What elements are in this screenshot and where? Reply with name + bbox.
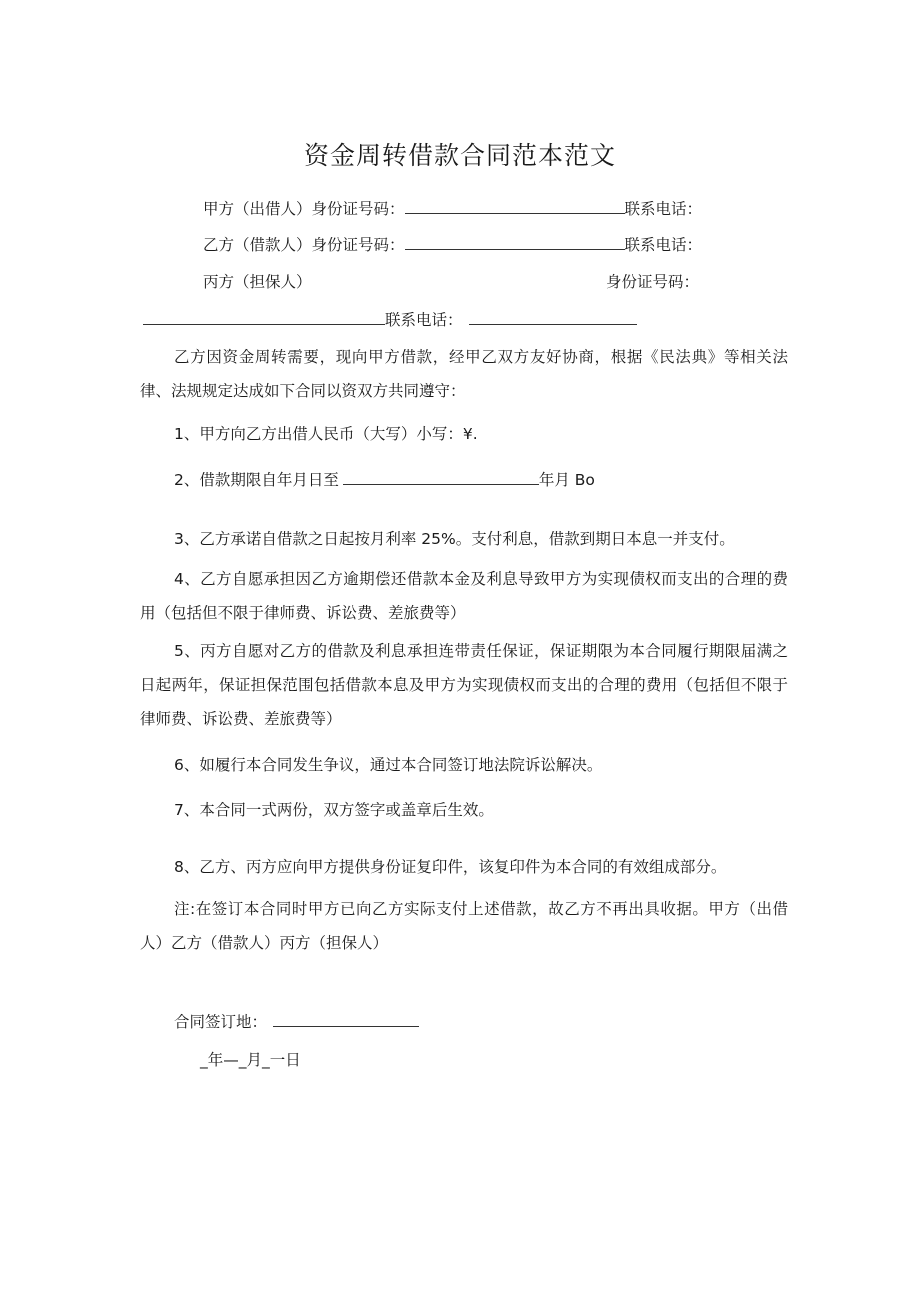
party-c-label: 丙方（担保人） xyxy=(203,273,312,291)
party-a-phone-label: 联系电话： xyxy=(624,200,703,218)
party-b-id-blank xyxy=(405,235,625,250)
party-b-line xyxy=(203,235,702,255)
party-a-line xyxy=(203,199,702,219)
note-paragraph: 注:在签订本合同时甲方已向乙方实际支付上述借款，故乙方不再出具收据。甲方（出借人）乙方（借款人）丙方（担保人） xyxy=(140,900,788,952)
party-c-phone-blank xyxy=(469,310,637,325)
clause-6: 6、如履行本合同发生争议，通过本合同签订地法院诉讼解决。 xyxy=(174,756,603,774)
party-c-phone-line xyxy=(143,310,637,330)
clause-2 xyxy=(174,470,595,490)
intro-paragraph: 乙方因资金周转需要，现向甲方借款，经甲乙双方友好协商，根据《民法典》等相关法律、法规规定达成如下合同以资双方共同遵守： xyxy=(140,348,788,400)
clause-2-blank xyxy=(343,470,539,485)
clause-4: 4、乙方自愿承担因乙方逾期偿还借款本金及利息导致甲方为实现债权而支出的合理的费用（包括但不限于律师费、诉讼费、差旅费等） xyxy=(140,570,788,622)
party-b-phone-label: 联系电话： xyxy=(624,236,703,254)
party-c-phone-label: 联系电话： xyxy=(385,311,463,329)
page-title: 资金周转借款合同范本范文 xyxy=(303,141,616,170)
party-a-id-label: 甲方（出借人）身份证号码： xyxy=(203,200,405,218)
clause-1: 1、甲方向乙方出借人民币（大写）小写：¥. xyxy=(174,425,478,443)
clause-7: 7、本合同一式两份，双方签字或盖章后生效。 xyxy=(174,801,494,819)
signing-place-label: 合同签订地： xyxy=(174,1013,268,1031)
clause-5: 5、丙方自愿对乙方的借款及利息承担连带责任保证，保证期限为本合同履行期限届满之日起两年，保证担保范围包括借款本息及甲方为实现债权而支出的合理的费用（包括但不限于律师费、诉讼费、差旅费等） xyxy=(140,642,788,728)
party-c-id-label: 身份证号码： xyxy=(606,273,700,291)
clause-8: 8、乙方、丙方应向甲方提供身份证复印件，该复印件为本合同的有效组成部分。 xyxy=(174,858,727,876)
party-a-id-blank xyxy=(405,199,625,214)
party-c-id-blank xyxy=(143,310,385,325)
signing-place-line xyxy=(174,1012,419,1032)
signing-date: _年—_月_一日 xyxy=(200,1051,301,1069)
clause-2-suffix: 年月 Bo xyxy=(538,471,595,489)
signing-place-blank xyxy=(273,1012,419,1027)
clause-2-prefix: 2、借款期限自年月日至 xyxy=(174,471,339,489)
party-b-id-label: 乙方（借款人）身份证号码： xyxy=(203,236,405,254)
clause-3: 3、乙方承诺自借款之日起按月利率 25%。支付利息，借款到期日本息一并支付。 xyxy=(174,530,735,548)
